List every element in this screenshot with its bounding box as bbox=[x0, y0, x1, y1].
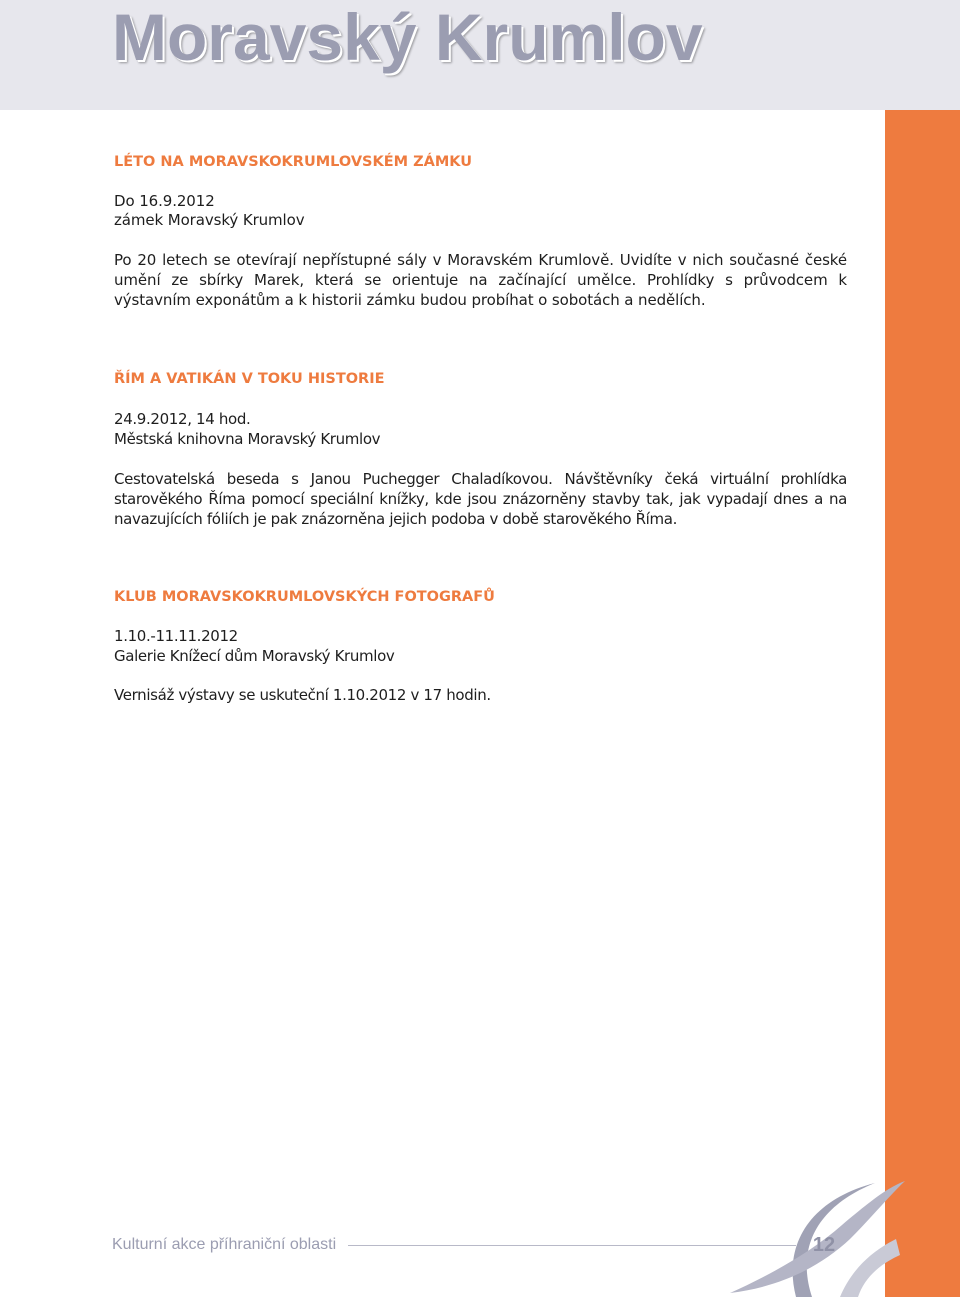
accent-side-bar bbox=[885, 110, 960, 1297]
footer-label: Kulturní akce příhraniční oblasti bbox=[112, 1236, 337, 1253]
event-venue: zámek Moravský Krumlov bbox=[114, 211, 305, 229]
event-description: Vernisáž výstavy se uskuteční 1.10.2012 v 17 hodin. bbox=[114, 686, 491, 704]
event-venue: Galerie Knížecí dům Moravský Krumlov bbox=[114, 647, 395, 665]
page-title: Moravský Krumlov bbox=[112, 0, 703, 74]
event-venue: Městská knihovna Moravský Krumlov bbox=[114, 430, 381, 448]
event-heading: LÉTO NA MORAVSKOKRUMLOVSKÉM ZÁMKU bbox=[114, 154, 473, 170]
event-date: 24.9.2012, 14 hod. bbox=[114, 410, 251, 428]
event-heading: KLUB MORAVSKOKRUMLOVSKÝCH FOTOGRAFŮ bbox=[114, 589, 495, 605]
event-date: 1.10.-11.11.2012 bbox=[114, 627, 238, 645]
page-number: 12 bbox=[812, 1234, 836, 1256]
event-heading: ŘÍM A VATIKÁN V TOKU HISTORIE bbox=[114, 371, 385, 387]
page-number-swirl-icon bbox=[700, 1165, 910, 1297]
event-description: Po 20 letech se otevírají nepřístupné sály v Moravském Krumlově. Uvidíte v nich současné české umění ze sbírky Marek, která se orientuje na začínající umělce. Prohlídky s průvodcem k výstavním exponátům a k historii zámku budou probíhat o sobotách a nedělích. bbox=[114, 251, 847, 309]
event-description: Cestovatelská beseda s Janou Puchegger Chaladíkovou. Návštěvníky čeká virtuální prohlídka starověkého Říma pomocí speciální knížky, kde jsou znázorněny stavby tak, jak vypadají dnes a na navazujících fóliích je pak znázorněna jejich podoba v době starověkého Říma. bbox=[114, 470, 847, 528]
event-date: Do 16.9.2012 bbox=[114, 192, 215, 210]
